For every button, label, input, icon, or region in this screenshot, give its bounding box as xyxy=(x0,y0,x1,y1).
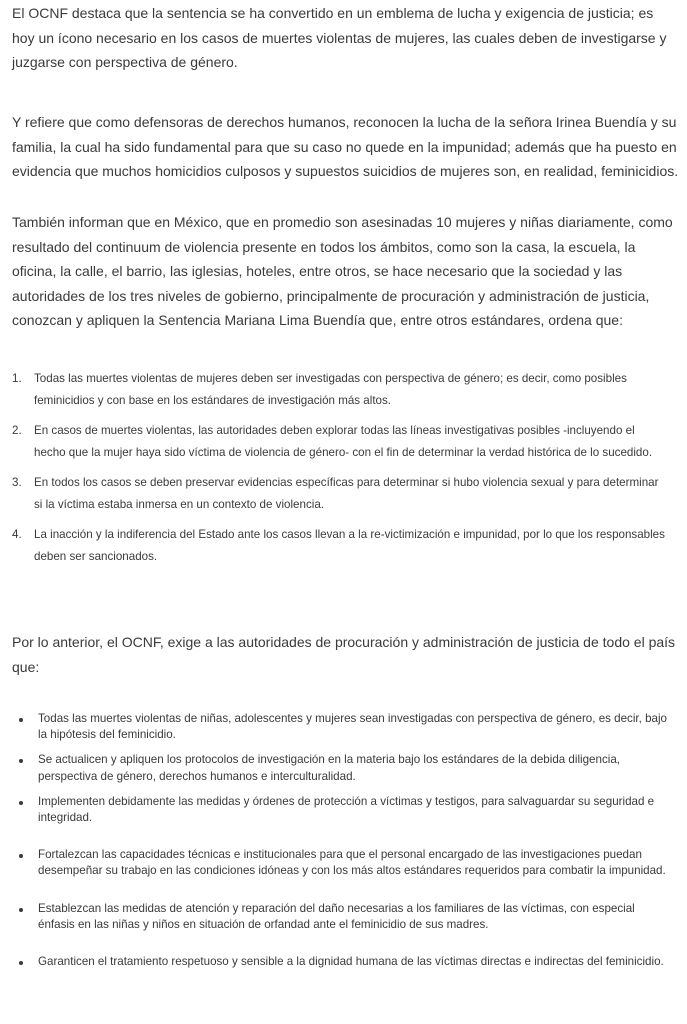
list-number: 2. xyxy=(12,424,22,437)
bullet-icon xyxy=(19,908,23,912)
list-item-text: Garanticen el tratamiento respetuoso y sensible a la dignidad humana de las víctimas directas e indirectas del feminicidio. xyxy=(38,955,664,969)
bullet-icon xyxy=(19,961,23,965)
list-item-text: Se actualicen y apliquen los protocolos de investigación en la materia bajo los estándares de la debida diligencia, perspectiva de género, derechos humanos e interculturalidad. xyxy=(38,753,620,783)
list-item-text: Implementen debidamente las medidas y órdenes de protección a víctimas y testigos, para salvaguardar su seguridad e integridad. xyxy=(38,794,655,825)
list-number: 4. xyxy=(12,528,22,541)
list-item-text: En todos los casos se deben preservar evidencias específicas para determinar si hubo violencia sexual y para determinar si la víctima estaba inmersa en un contexto de violencia. xyxy=(34,476,659,511)
list-item xyxy=(38,847,667,879)
bullet-icon xyxy=(19,801,23,805)
paragraph-defensoras: Y refiere que como defensoras de derechos humanos, reconocen la lucha de la señora Irinea Buendía y su familia, la cual ha sido fundamental para que su caso no quede en la impunidad; además que ha puesto en evidencia que muchos homicidios culposos y supuestos suicidios de mujeres son, en realidad, feminicidios. xyxy=(12,114,679,179)
paragraph-ocnf-emblema: El OCNF destaca que la sentencia se ha convertido en un emblema de lucha y exigencia de justicia; es hoy un ícono necesario en los casos de muertes violentas de mujeres, las cuales deben de investigarse y juzgarse con perspectiva de género. xyxy=(12,5,667,70)
paragraph-mexico-estadisticas: También informan que en México, que en promedio son asesinadas 10 mujeres y niñas diariamente, como resultado del continuum de violencia presente en todos los ámbitos, como son la casa, la escuela, la oficina, la calle, el barrio, las iglesias, hoteles, entre otros, se hace necesario que la sociedad y las autoridades de los tres niveles de gobierno, principalmente de procuración y administración de justicia, conozcan y apliquen la Sentencia Mariana Lima Buendía que, entre otros estándares, ordena que: xyxy=(12,214,673,328)
list-item-text: Fortalezcan las capacidades técnicas e institucionales para que el personal encargado de las investigaciones puedan desempeñar su trabajo en las condiciones idóneas y con los más altos estándares requeridos para combatir la impunidad. xyxy=(38,848,666,878)
paragraph-ocnf-exige: Por lo anterior, el OCNF, exige a las autoridades de procuración y administración de justicia de todo el país que: xyxy=(12,634,676,675)
list-item xyxy=(38,954,667,970)
ocnf-exige-list xyxy=(12,711,667,979)
list-item xyxy=(12,368,667,411)
list-item xyxy=(12,420,667,463)
list-number: 1. xyxy=(12,372,22,385)
bullet-icon xyxy=(19,854,23,858)
list-item-text: Todas las muertes violentas de niñas, adolescentes y mujeres sean investigadas con perspectiva de género, es decir, bajo la hipótesis del feminicidio. xyxy=(38,712,668,742)
list-item-text: Establezcan las medidas de atención y reparación del daño necesarias a los familiares de las víctimas, con especial énfasis en las niñas y niños en situación de orfandad ante el feminicidio de sus madres. xyxy=(38,901,635,931)
bullet-icon xyxy=(19,759,23,763)
list-item xyxy=(38,901,667,933)
bullet-icon xyxy=(19,718,23,722)
list-item xyxy=(38,711,667,743)
list-item-text: En casos de muertes violentas, las autoridades deben explorar todas las líneas investigativas posibles -incluyendo el hecho que la mujer haya sido víctima de violencia de género- con el fin de determinar la verdad histórica de lo sucedido. xyxy=(34,424,653,459)
list-item xyxy=(38,794,667,826)
list-item xyxy=(38,752,667,784)
list-number: 3. xyxy=(12,476,22,489)
list-item-text: Todas las muertes violentas de mujeres deben ser investigadas con perspectiva de género; es decir, como posibles feminicidios y con base en los estándares de investigación más altos. xyxy=(34,372,627,407)
list-item xyxy=(12,524,667,567)
sentencia-ordena-list xyxy=(12,368,667,576)
list-item-text: La inacción y la indiferencia del Estado ante los casos llevan a la re-victimización e impunidad, por lo que los responsables deben ser sancionados. xyxy=(34,528,665,563)
list-item xyxy=(12,472,667,515)
